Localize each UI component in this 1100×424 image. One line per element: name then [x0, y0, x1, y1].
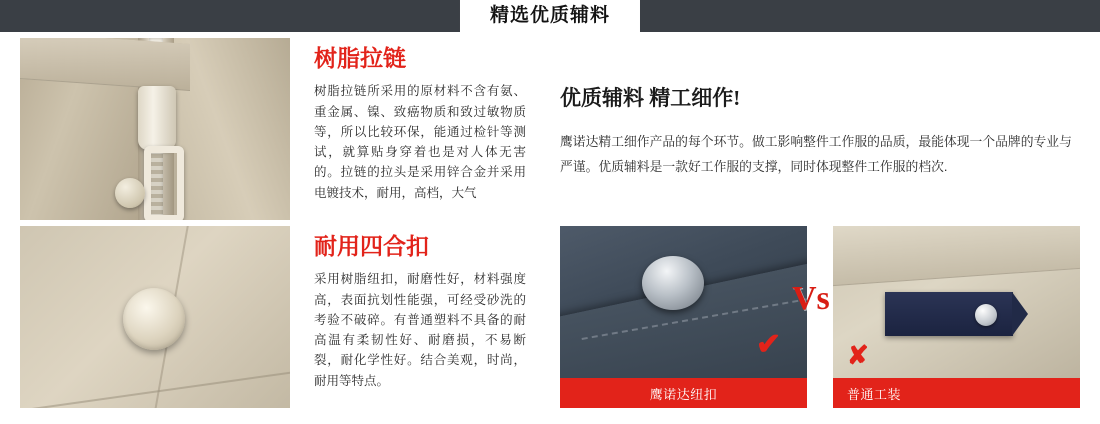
- zipper-photo: [20, 38, 290, 220]
- bad-photo: [833, 226, 1080, 378]
- compare-card-good: [560, 226, 807, 408]
- row-snap: [20, 226, 1080, 408]
- zipper-title: 树脂拉链: [314, 45, 406, 71]
- intro-body: 鹰诺达精工细作产品的每个环节。做工影响整件工作服的品质，最能体现一个品牌的专业与严谨。优质辅料是一款好工作服的支撑，同时体现整件工作服的档次.: [560, 134, 1072, 174]
- snap-body: 采用树脂纽扣，耐磨性好，材料强度高，表面抗划性能强，可经受砂洗的考验不破碎。有普通塑料不具备的耐高温有柔韧性好、耐磨损，不易断裂，耐化学性好。结合美观，时尚，耐用等特点。: [314, 272, 526, 388]
- good-caption: 鹰诺达纽扣: [560, 378, 807, 408]
- bad-caption: 普通工装: [833, 378, 1080, 408]
- cross-icon: ✘: [847, 340, 869, 370]
- metal-snap-button: [642, 256, 704, 310]
- row-zipper: [20, 38, 1080, 220]
- zipper-body: 树脂拉链所采用的原材料不含有氨、重金属、镍、致癌物质和致过敏物质等，所以比较环保，能通过检针等测试，就算贴身穿着也是对人体无害的。拉链的拉头是采用锌合金并采用电镀技术，耐用，高档，大气: [314, 84, 526, 200]
- page-title: 精选优质辅料: [489, 5, 611, 26]
- intro-block: [560, 38, 1080, 220]
- zipper-slider: [138, 86, 176, 150]
- snap-photo: [20, 226, 290, 408]
- snap-text-block: [294, 226, 526, 408]
- resin-snap-button: [123, 288, 185, 350]
- section-banner: [0, 0, 1100, 32]
- check-icon: ✔: [756, 328, 782, 361]
- zipper-pull-icon: [144, 146, 184, 220]
- ordinary-snap-button: [975, 304, 997, 326]
- zipper-text-block: [294, 38, 526, 220]
- banner-title-wrap: [460, 0, 640, 32]
- compare-card-bad: [833, 226, 1080, 408]
- snap-title: 耐用四合扣: [314, 233, 429, 259]
- vs-label: Vs: [792, 280, 830, 317]
- snap-button-shape: [115, 178, 145, 208]
- good-photo: [560, 226, 807, 378]
- intro-title: 优质辅料 精工细作!: [560, 86, 741, 110]
